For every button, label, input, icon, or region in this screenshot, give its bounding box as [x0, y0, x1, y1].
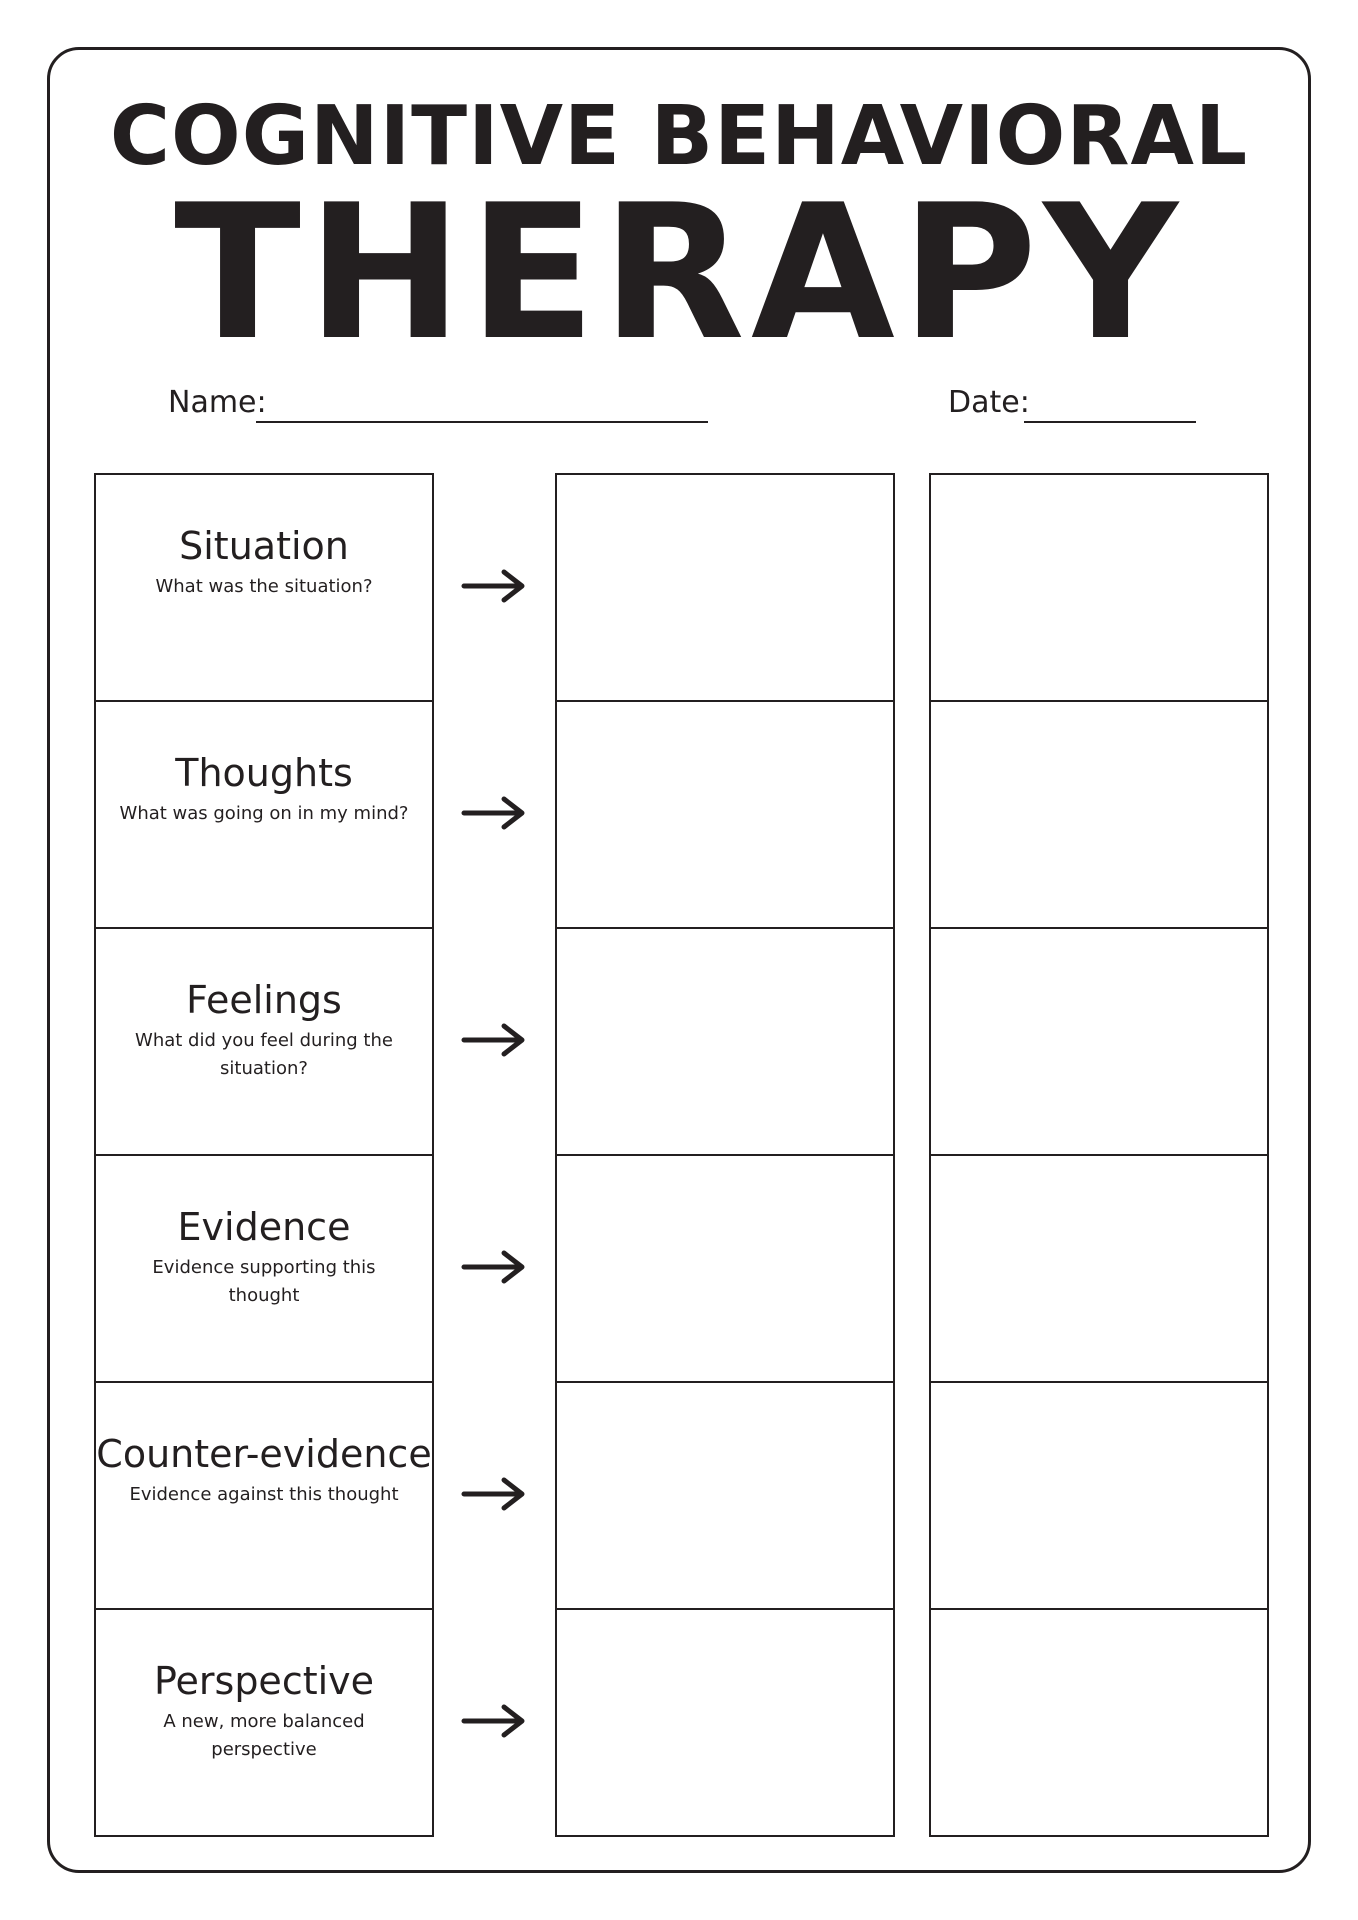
- row-title: Evidence: [177, 1205, 351, 1249]
- title-line-2: THERAPY: [174, 164, 1184, 381]
- row-subtitle: What did you feel during the situation?: [135, 1030, 393, 1079]
- row-label-cell-1: [94, 700, 434, 929]
- answer-cell-a-0[interactable]: [555, 473, 895, 702]
- row-label-cell-4: [94, 1381, 434, 1610]
- answer-cell-a-2[interactable]: [555, 927, 895, 1156]
- row-label-cell-2: [94, 927, 434, 1156]
- row-subtitle: What was going on in my mind?: [119, 803, 409, 824]
- row-subtitle: Evidence against this thought: [129, 1484, 399, 1505]
- name-field[interactable]: [256, 421, 708, 423]
- arrow-right-icon: [460, 566, 530, 606]
- answer-cell-a-4[interactable]: [555, 1381, 895, 1610]
- row-subtitle: Evidence supporting this thought: [152, 1257, 376, 1306]
- row-subtitle: A new, more balanced perspective: [163, 1711, 365, 1760]
- arrow-right-icon: [460, 793, 530, 833]
- arrow-right-icon: [460, 1701, 530, 1741]
- answer-cell-a-5[interactable]: [555, 1608, 895, 1837]
- row-subtitle: What was the situation?: [155, 576, 373, 597]
- arrow-right-icon: [460, 1474, 530, 1514]
- row-label-cell-5: [94, 1608, 434, 1837]
- answer-cell-b-2[interactable]: [929, 927, 1269, 1156]
- answer-cell-b-5[interactable]: [929, 1608, 1269, 1837]
- arrow-right-icon: [460, 1247, 530, 1287]
- arrow-right-icon: [460, 1020, 530, 1060]
- answer-cell-a-1[interactable]: [555, 700, 895, 929]
- row-title: Perspective: [153, 1659, 375, 1703]
- date-label: Date:: [948, 385, 1030, 420]
- date-field[interactable]: [1024, 421, 1196, 423]
- row-label-cell-0: [94, 473, 434, 702]
- title-line-1: COGNITIVE BEHAVIORAL: [109, 89, 1249, 184]
- answer-cell-b-4[interactable]: [929, 1381, 1269, 1610]
- answer-cell-b-1[interactable]: [929, 700, 1269, 929]
- row-title: Situation: [179, 524, 349, 568]
- row-title: Feelings: [186, 978, 342, 1022]
- row-title: Counter-evidence: [96, 1432, 432, 1476]
- answer-cell-b-3[interactable]: [929, 1154, 1269, 1383]
- name-label: Name:: [168, 385, 267, 420]
- row-label-cell-3: [94, 1154, 434, 1383]
- answer-cell-b-0[interactable]: [929, 473, 1269, 702]
- answer-cell-a-3[interactable]: [555, 1154, 895, 1383]
- row-title: Thoughts: [175, 751, 353, 795]
